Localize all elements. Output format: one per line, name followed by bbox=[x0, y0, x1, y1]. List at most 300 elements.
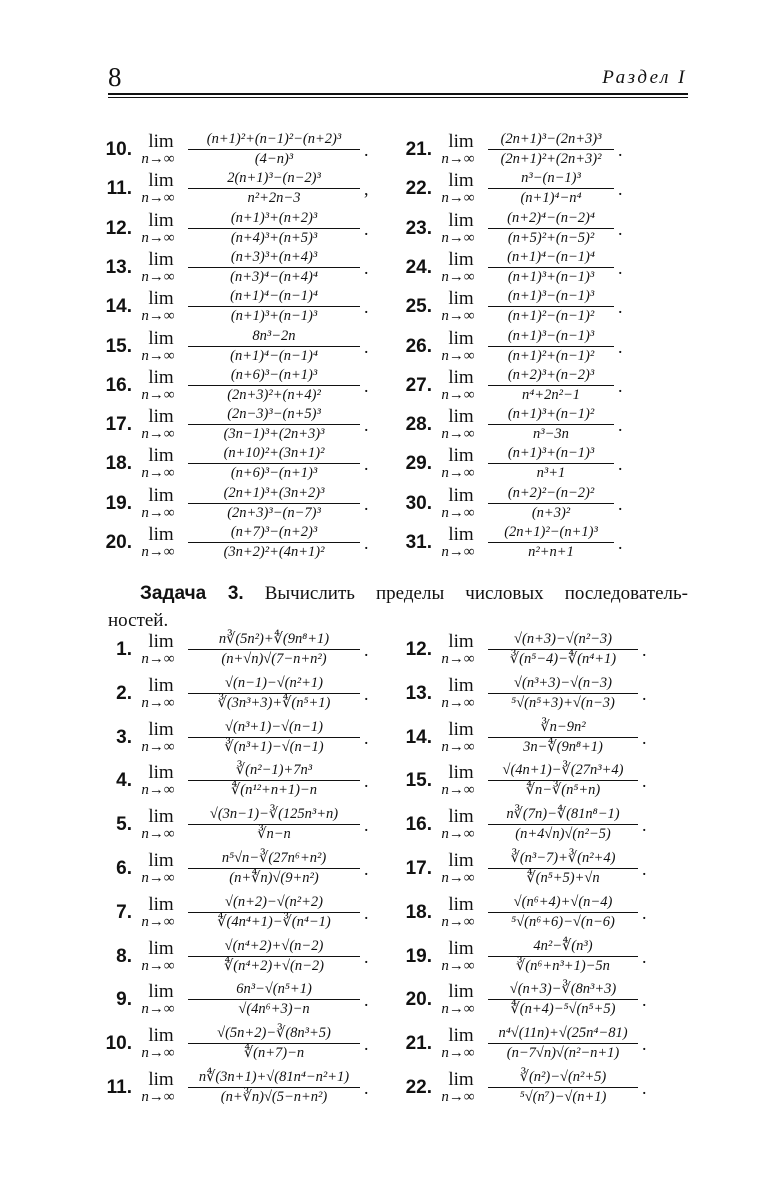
limit-problem bbox=[100, 169, 380, 209]
lim-word: lim bbox=[148, 850, 174, 871]
lim-word: lim bbox=[448, 806, 474, 828]
lim-word: lim bbox=[148, 762, 174, 784]
denominator: ∜(n+4)−⁵√(n⁵+5) bbox=[510, 1001, 616, 1018]
lim-word: lim bbox=[148, 366, 174, 388]
problem-number: 18. bbox=[405, 901, 432, 923]
fraction bbox=[488, 366, 614, 405]
denominator: (n+5)²+(n−5)² bbox=[507, 229, 595, 246]
fraction bbox=[488, 1068, 638, 1107]
header-rule-thin bbox=[108, 97, 688, 98]
numerator: n³−(n−1)³ bbox=[488, 169, 614, 189]
fraction bbox=[188, 523, 360, 562]
limit-problem bbox=[100, 248, 380, 288]
lim-subscript: n→∞ bbox=[141, 870, 175, 886]
denominator: n³−3n bbox=[533, 426, 569, 443]
problem-number: 13. bbox=[105, 256, 132, 278]
numerator: (n+2)²−(n−2)² bbox=[488, 484, 614, 504]
limit-problem bbox=[400, 248, 634, 288]
punctuation: . bbox=[364, 640, 369, 660]
lim-subscript: n→∞ bbox=[141, 504, 175, 521]
lim-word: lim bbox=[448, 718, 474, 740]
numerator: 2(n+1)³−(n−2)³ bbox=[188, 169, 360, 189]
limit-problem bbox=[100, 523, 380, 563]
punctuation: . bbox=[642, 815, 647, 836]
lim-word: lim bbox=[148, 327, 174, 349]
lim-word: lim bbox=[448, 248, 474, 270]
fraction bbox=[188, 484, 360, 523]
problem-number: 22. bbox=[405, 178, 432, 200]
limit-problem bbox=[100, 674, 380, 714]
denominator: (2n+3)²+(n+4)² bbox=[227, 386, 321, 403]
problem-number: 30. bbox=[405, 492, 432, 514]
limit-problem bbox=[100, 937, 380, 977]
punctuation: . bbox=[364, 454, 369, 475]
numerator: n∛(7n)−∜(81n⁸−1) bbox=[488, 805, 638, 825]
fraction bbox=[488, 630, 638, 669]
problem-number: 5. bbox=[116, 814, 132, 836]
lim-subscript: n→∞ bbox=[141, 1089, 175, 1105]
numerator: n⁴√(11n)+√(25n⁴−81) bbox=[488, 1024, 638, 1044]
denominator: (n+∜n)√(9+n²) bbox=[229, 870, 319, 886]
problem-number: 8. bbox=[116, 945, 132, 967]
numerator: (n+6)³−(n+1)³ bbox=[188, 366, 360, 386]
denominator: (3n+2)²+(4n+1)² bbox=[223, 544, 325, 560]
lim-subscript: n→∞ bbox=[141, 694, 175, 711]
lim-subscript: n→∞ bbox=[441, 1045, 475, 1062]
problem-number: 10. bbox=[105, 139, 132, 160]
punctuation: . bbox=[364, 990, 369, 1011]
lim-word: lim bbox=[448, 406, 474, 428]
lim-word: lim bbox=[148, 248, 174, 270]
numerator: n⁵√n−∛(27n⁶+n²) bbox=[188, 849, 360, 869]
punctuation: . bbox=[364, 218, 369, 239]
limit-problem bbox=[400, 484, 634, 524]
punctuation: . bbox=[618, 375, 623, 396]
problem-number: 1. bbox=[116, 639, 132, 660]
denominator: ⁵√(n⁷)−√(n+1) bbox=[519, 1089, 607, 1105]
limit-problem bbox=[400, 805, 658, 845]
punctuation: . bbox=[618, 179, 623, 200]
fraction bbox=[188, 937, 360, 976]
lim-word: lim bbox=[148, 674, 174, 696]
lim-subscript: n→∞ bbox=[141, 544, 175, 560]
denominator: (n+6)³−(n+1)³ bbox=[230, 465, 318, 482]
lim-subscript: n→∞ bbox=[441, 826, 475, 843]
numerator: (n+7)³−(n+2)³ bbox=[188, 523, 360, 543]
problem-number: 13. bbox=[405, 682, 432, 704]
header-rule bbox=[108, 93, 688, 95]
limit-problem bbox=[400, 287, 634, 327]
fraction bbox=[488, 130, 614, 169]
problem-number: 4. bbox=[116, 770, 132, 792]
punctuation: . bbox=[364, 375, 369, 396]
fraction bbox=[188, 405, 360, 444]
lim-word: lim bbox=[448, 170, 474, 192]
numerator: √(n³+3)−√(n−3) bbox=[488, 674, 638, 694]
limit-problem bbox=[400, 761, 658, 801]
punctuation: . bbox=[642, 727, 647, 748]
numerator: (n+3)³+(n+4)³ bbox=[188, 248, 360, 268]
problem-number: 28. bbox=[405, 414, 432, 436]
limit-problem bbox=[100, 893, 380, 933]
lim-subscript: n→∞ bbox=[441, 151, 475, 167]
denominator: ∜(n⁵+5)+√n bbox=[526, 870, 600, 886]
limit-problem bbox=[400, 893, 658, 933]
lim-subscript: n→∞ bbox=[441, 347, 475, 364]
numerator: 4n²−∜(n³) bbox=[488, 937, 638, 957]
lim-word: lim bbox=[148, 631, 174, 652]
denominator: ∜(n+7)−n bbox=[243, 1045, 305, 1062]
fraction bbox=[188, 169, 360, 208]
denominator: n²+2n−3 bbox=[247, 190, 301, 207]
punctuation: . bbox=[618, 533, 623, 553]
limit-problem bbox=[100, 849, 380, 889]
limit-problem bbox=[400, 1024, 658, 1064]
problem-number: 14. bbox=[405, 726, 432, 748]
fraction bbox=[488, 444, 614, 483]
lim-subscript: n→∞ bbox=[141, 913, 175, 930]
denominator: (n+3)⁴−(n+4)⁴ bbox=[230, 268, 318, 285]
lim-subscript: n→∞ bbox=[441, 229, 475, 246]
numerator: (2n−3)³−(n+5)³ bbox=[188, 405, 360, 425]
task3-text-continued: ностей. bbox=[108, 610, 169, 631]
denominator: n²+n+1 bbox=[528, 544, 574, 560]
problem-number: 22. bbox=[405, 1077, 432, 1098]
lim-subscript: n→∞ bbox=[441, 504, 475, 521]
lim-subscript: n→∞ bbox=[441, 544, 475, 560]
lim-word: lim bbox=[448, 327, 474, 349]
punctuation: , bbox=[364, 179, 369, 200]
fraction bbox=[188, 1024, 360, 1063]
lim-subscript: n→∞ bbox=[441, 308, 475, 325]
lim-word: lim bbox=[448, 288, 474, 310]
punctuation: . bbox=[642, 771, 647, 792]
limit-problem bbox=[400, 849, 658, 889]
lim-word: lim bbox=[148, 1069, 174, 1090]
problem-number: 16. bbox=[105, 374, 132, 396]
task3-label: Задача 3. bbox=[140, 583, 244, 604]
numerator: (n+1)³+(n−1)³ bbox=[488, 444, 614, 464]
problem-number: 27. bbox=[405, 374, 432, 396]
lim-subscript: n→∞ bbox=[141, 229, 175, 246]
limit-problem bbox=[100, 630, 380, 670]
problem-number: 19. bbox=[105, 492, 132, 514]
lim-subscript: n→∞ bbox=[141, 308, 175, 325]
punctuation: . bbox=[618, 140, 623, 160]
punctuation: . bbox=[364, 257, 369, 278]
fraction bbox=[488, 893, 638, 932]
punctuation: . bbox=[364, 533, 369, 553]
denominator: (n+3)² bbox=[531, 504, 571, 521]
fraction bbox=[188, 327, 360, 366]
numerator: √(n⁴+2)+√(n−2) bbox=[188, 937, 360, 957]
denominator: (n+∛n)√(5−n+n²) bbox=[220, 1089, 328, 1105]
section-header: Раздел I bbox=[602, 67, 687, 88]
numerator: ∛(n²−1)+7n³ bbox=[188, 761, 360, 781]
limit-problem bbox=[400, 718, 658, 758]
denominator: (n+√n)√(7−n+n²) bbox=[221, 651, 327, 667]
denominator: (3n−1)³+(2n+3)³ bbox=[223, 426, 325, 443]
punctuation: . bbox=[364, 902, 369, 923]
lim-word: lim bbox=[148, 937, 174, 959]
problem-number: 21. bbox=[405, 1033, 432, 1055]
lim-word: lim bbox=[448, 631, 474, 652]
lim-word: lim bbox=[448, 981, 474, 1003]
numerator: √(n+2)−√(n²+2) bbox=[188, 893, 360, 913]
problem-number: 21. bbox=[405, 139, 432, 160]
lim-word: lim bbox=[448, 674, 474, 696]
fraction bbox=[488, 287, 614, 326]
lim-word: lim bbox=[448, 366, 474, 388]
problem-number: 29. bbox=[405, 453, 432, 475]
fraction bbox=[188, 761, 360, 800]
punctuation: . bbox=[364, 815, 369, 836]
denominator: ∜(n¹²+n+1)−n bbox=[231, 782, 317, 799]
problem-number: 20. bbox=[405, 989, 432, 1011]
problem-number: 17. bbox=[405, 858, 432, 879]
fraction bbox=[188, 287, 360, 326]
limit-problem bbox=[400, 444, 634, 484]
problem-number: 17. bbox=[105, 414, 132, 436]
fraction bbox=[488, 484, 614, 523]
numerator: ∛n−9n² bbox=[488, 718, 638, 738]
fraction bbox=[188, 248, 360, 287]
numerator: (2n+1)³−(2n+3)³ bbox=[488, 130, 614, 150]
numerator: 8n³−2n bbox=[188, 327, 360, 347]
numerator: (n+1)⁴−(n−1)⁴ bbox=[488, 248, 614, 268]
problem-number: 3. bbox=[116, 726, 132, 748]
punctuation: . bbox=[642, 683, 647, 704]
problem-number: 15. bbox=[405, 770, 432, 792]
lim-subscript: n→∞ bbox=[141, 1001, 175, 1018]
fraction bbox=[488, 327, 614, 366]
punctuation: . bbox=[364, 859, 369, 879]
problem-number: 23. bbox=[405, 217, 432, 239]
task3-heading bbox=[140, 581, 688, 607]
limit-problem bbox=[100, 761, 380, 801]
lim-subscript: n→∞ bbox=[141, 826, 175, 843]
lim-word: lim bbox=[148, 718, 174, 740]
numerator: (n+1)³+(n−1)² bbox=[488, 405, 614, 425]
limit-problem bbox=[100, 484, 380, 524]
numerator: 6n³−√(n⁵+1) bbox=[188, 980, 360, 1000]
numerator: (2n+1)³+(3n+2)³ bbox=[188, 484, 360, 504]
fraction bbox=[188, 630, 360, 669]
lim-word: lim bbox=[448, 524, 474, 545]
limit-problem bbox=[100, 287, 380, 327]
numerator: √(n³+1)−√(n−1) bbox=[188, 718, 360, 738]
lim-word: lim bbox=[148, 406, 174, 428]
fraction bbox=[188, 718, 360, 757]
denominator: ∜(n⁴+2)+√(n−2) bbox=[224, 957, 324, 974]
lim-subscript: n→∞ bbox=[141, 465, 175, 482]
lim-subscript: n→∞ bbox=[441, 913, 475, 930]
fraction bbox=[188, 674, 360, 713]
lim-subscript: n→∞ bbox=[141, 268, 175, 285]
punctuation: . bbox=[364, 1078, 369, 1098]
problem-number: 12. bbox=[405, 639, 432, 660]
numerator: √(n+3)−∛(8n³+3) bbox=[488, 980, 638, 1000]
fraction bbox=[488, 1024, 638, 1063]
limit-problem bbox=[400, 937, 658, 977]
punctuation: . bbox=[364, 727, 369, 748]
punctuation: . bbox=[618, 415, 623, 436]
fraction bbox=[488, 761, 638, 800]
denominator: ∛(n³+1)−√(n−1) bbox=[224, 738, 324, 755]
fraction bbox=[188, 130, 360, 169]
numerator: √(n−1)−√(n²+1) bbox=[188, 674, 360, 694]
denominator: ⁵√(n⁵+3)+√(n−3) bbox=[511, 694, 615, 711]
fraction bbox=[188, 444, 360, 483]
fraction bbox=[488, 523, 614, 562]
problem-number: 9. bbox=[116, 989, 132, 1011]
lim-word: lim bbox=[148, 484, 174, 506]
limit-problem bbox=[100, 1024, 380, 1064]
lim-word: lim bbox=[448, 131, 474, 152]
limit-problem bbox=[400, 405, 634, 445]
numerator: √(5n+2)−∛(8n³+5) bbox=[188, 1024, 360, 1044]
numerator: n∛(5n²)+∜(9n⁸+1) bbox=[188, 630, 360, 650]
punctuation: . bbox=[642, 902, 647, 923]
numerator: (n+1)³+(n+2)³ bbox=[188, 209, 360, 229]
fraction bbox=[488, 718, 638, 757]
numerator: √(3n−1)−∛(125n³+n) bbox=[188, 805, 360, 825]
numerator: √(4n+1)−∛(27n³+4) bbox=[488, 761, 638, 781]
limit-problem bbox=[100, 209, 380, 249]
lim-word: lim bbox=[148, 131, 174, 152]
numerator: ∛(n³−7)+∛(n²+4) bbox=[488, 849, 638, 869]
lim-word: lim bbox=[148, 288, 174, 310]
punctuation: . bbox=[618, 336, 623, 357]
lim-word: lim bbox=[448, 484, 474, 506]
lim-subscript: n→∞ bbox=[441, 870, 475, 886]
numerator: (n+10)²+(3n+1)² bbox=[188, 444, 360, 464]
lim-subscript: n→∞ bbox=[141, 651, 175, 667]
lim-word: lim bbox=[448, 762, 474, 784]
lim-subscript: n→∞ bbox=[441, 694, 475, 711]
limit-problem bbox=[400, 523, 634, 563]
fraction bbox=[188, 209, 360, 248]
problem-number: 15. bbox=[105, 335, 132, 357]
denominator: (n+1)²−(n−1)² bbox=[507, 308, 595, 325]
denominator: ⁵√(n⁶+6)−√(n−6) bbox=[511, 913, 615, 930]
punctuation: . bbox=[364, 336, 369, 357]
numerator: (n+1)³−(n−1)³ bbox=[488, 287, 614, 307]
punctuation: . bbox=[642, 859, 647, 879]
denominator: ∛n−n bbox=[257, 826, 291, 843]
lim-subscript: n→∞ bbox=[441, 465, 475, 482]
limit-problem bbox=[400, 327, 634, 367]
task3-text: Вычислить пределы числовых последователь- bbox=[264, 583, 688, 604]
denominator: √(4n⁶+3)−n bbox=[238, 1001, 310, 1018]
fraction bbox=[488, 849, 638, 888]
limit-problem bbox=[100, 327, 380, 367]
lim-word: lim bbox=[448, 1025, 474, 1047]
punctuation: . bbox=[642, 1034, 647, 1055]
denominator: (n+1)⁴−(n−1)⁴ bbox=[230, 347, 318, 364]
problem-number: 7. bbox=[116, 901, 132, 923]
lim-subscript: n→∞ bbox=[441, 386, 475, 403]
lim-subscript: n→∞ bbox=[441, 651, 475, 667]
denominator: (n+1)³+(n−1)³ bbox=[230, 308, 318, 325]
problem-number: 2. bbox=[116, 682, 132, 704]
problem-number: 6. bbox=[116, 858, 132, 879]
fraction bbox=[188, 849, 360, 888]
limit-problem bbox=[400, 1068, 658, 1108]
lim-subscript: n→∞ bbox=[441, 1001, 475, 1018]
limit-problem bbox=[100, 366, 380, 406]
fraction bbox=[488, 248, 614, 287]
limit-problem bbox=[100, 1068, 380, 1108]
numerator: (n+1)⁴−(n−1)⁴ bbox=[188, 287, 360, 307]
lim-subscript: n→∞ bbox=[141, 347, 175, 364]
lim-subscript: n→∞ bbox=[141, 386, 175, 403]
fraction bbox=[488, 209, 614, 248]
denominator: n⁴+2n²−1 bbox=[522, 386, 580, 403]
problem-number: 18. bbox=[105, 453, 132, 475]
denominator: n³+1 bbox=[536, 465, 566, 482]
denominator: (n+1)⁴−n⁴ bbox=[520, 190, 582, 207]
limit-problem bbox=[100, 718, 380, 758]
limit-problem bbox=[400, 209, 634, 249]
punctuation: . bbox=[364, 771, 369, 792]
lim-word: lim bbox=[148, 170, 174, 192]
problem-number: 31. bbox=[405, 532, 432, 553]
lim-word: lim bbox=[148, 981, 174, 1003]
lim-word: lim bbox=[148, 209, 174, 231]
problem-number: 26. bbox=[405, 335, 432, 357]
lim-word: lim bbox=[448, 893, 474, 915]
punctuation: . bbox=[364, 297, 369, 318]
problem-number: 20. bbox=[105, 532, 132, 553]
fraction bbox=[488, 169, 614, 208]
numerator: (n+2)⁴−(n−2)⁴ bbox=[488, 209, 614, 229]
lim-word: lim bbox=[448, 937, 474, 959]
lim-word: lim bbox=[448, 1069, 474, 1090]
punctuation: . bbox=[642, 946, 647, 967]
denominator: (n+1)²+(n−1)² bbox=[507, 347, 595, 364]
fraction bbox=[188, 893, 360, 932]
numerator: √(n+3)−√(n²−3) bbox=[488, 630, 638, 650]
numerator: (n+1)²+(n−1)²−(n+2)³ bbox=[188, 130, 360, 150]
punctuation: . bbox=[618, 493, 623, 514]
lim-subscript: n→∞ bbox=[441, 1089, 475, 1105]
numerator: ∛(n²)−√(n²+5) bbox=[488, 1068, 638, 1088]
punctuation: . bbox=[364, 1034, 369, 1055]
limit-problem bbox=[100, 805, 380, 845]
denominator: ∛(n⁵−4)−∜(n⁴+1) bbox=[509, 651, 617, 667]
problem-number: 19. bbox=[405, 945, 432, 967]
denominator: ∛(3n³+3)+∜(n⁵+1) bbox=[217, 694, 331, 711]
numerator: (n+2)³+(n−2)³ bbox=[488, 366, 614, 386]
limit-problem bbox=[400, 130, 634, 170]
problem-number: 16. bbox=[405, 814, 432, 836]
denominator: ∜n−∛(n⁵+n) bbox=[525, 782, 601, 799]
fraction bbox=[488, 805, 638, 844]
denominator: (n−7√n)√(n²−n+1) bbox=[506, 1045, 620, 1062]
lim-word: lim bbox=[148, 524, 174, 545]
lim-subscript: n→∞ bbox=[141, 426, 175, 443]
fraction bbox=[488, 405, 614, 444]
lim-word: lim bbox=[148, 445, 174, 467]
punctuation: . bbox=[364, 946, 369, 967]
fraction bbox=[188, 1068, 360, 1107]
lim-subscript: n→∞ bbox=[441, 738, 475, 755]
problem-number: 14. bbox=[105, 296, 132, 318]
punctuation: . bbox=[642, 990, 647, 1011]
lim-subscript: n→∞ bbox=[441, 782, 475, 799]
punctuation: . bbox=[618, 218, 623, 239]
